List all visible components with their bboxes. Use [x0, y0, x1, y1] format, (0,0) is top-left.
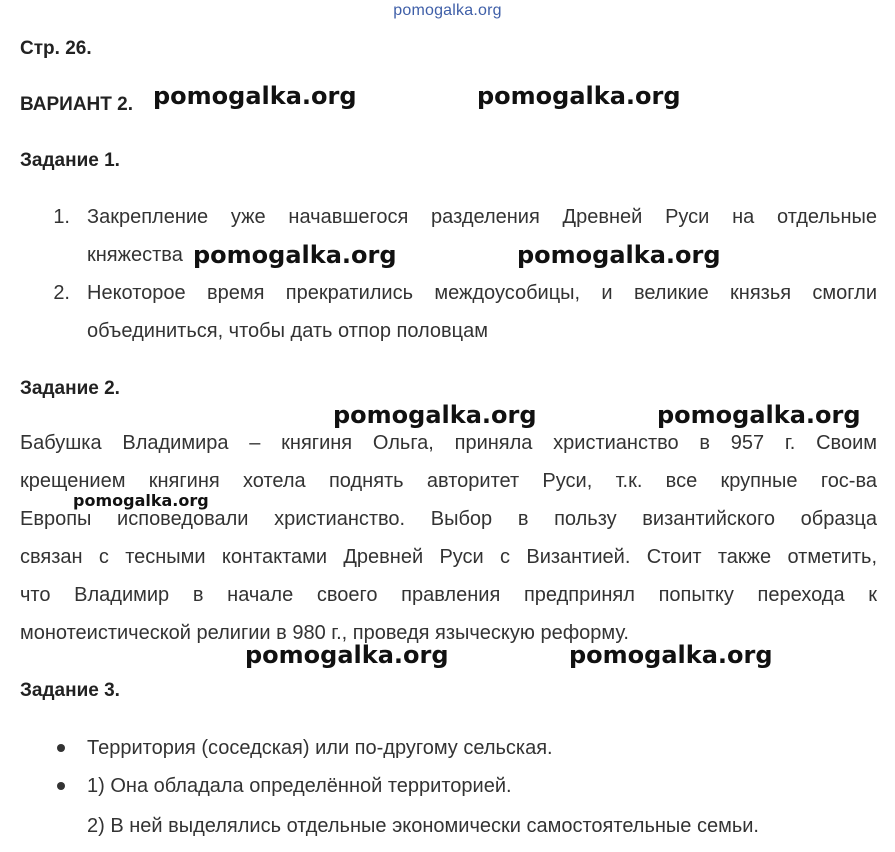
watermark: pomogalka.org — [657, 401, 861, 429]
task-2-line-3: Европы исповедовали христианство. Выбор в пользу византийского образца — [20, 508, 877, 530]
watermark-top[interactable]: pomogalka.org — [393, 2, 502, 19]
task-1-item-1-marker: 1. — [53, 206, 70, 228]
watermark: pomogalka.org — [193, 241, 397, 269]
task-1-item-1-line-1: Закрепление уже начавшегося разделения Древней Руси на отдельные — [87, 206, 877, 228]
watermark: pomogalka.org — [333, 401, 537, 429]
task-2-line-1: Бабушка Владимира – княгиня Ольга, приняла христианство в 957 г. Своим — [20, 432, 877, 454]
task-2-line-6: монотеистической религии в 980 г., проведя языческую реформу. — [20, 622, 629, 644]
bullet-icon — [57, 744, 65, 752]
task-2-heading: Задание 2. — [20, 378, 120, 399]
watermark: pomogalka.org — [153, 82, 357, 110]
task-3-heading: Задание 3. — [20, 680, 120, 701]
task-1-item-2-line-1: Некоторое время прекратились междоусобицы, и великие князья смогли — [87, 282, 877, 304]
watermark: pomogalka.org — [477, 82, 681, 110]
task-1-item-2-line-2: объединиться, чтобы дать отпор половцам — [87, 320, 488, 342]
task-1-item-1-line-2: княжества — [87, 244, 183, 266]
task-2-line-4: связан с тесными контактами Древней Руси с Византией. Стоит также отметить, — [20, 546, 877, 568]
task-3-item-2-continuation: 2) В ней выделялись отдельные экономически самостоятельные семьи. — [87, 815, 759, 837]
bullet-icon — [57, 782, 65, 790]
watermark-small: pomogalka.org — [73, 491, 209, 510]
task-3-item-1: Территория (соседская) или по-другому сельская. — [87, 737, 553, 759]
task-2-line-2: крещением княгиня хотела поднять авторитет Руси, т.к. все крупные гос-ва — [20, 470, 877, 492]
task-1-heading: Задание 1. — [20, 150, 120, 171]
watermark: pomogalka.org — [517, 241, 721, 269]
watermark: pomogalka.org — [245, 641, 449, 669]
task-2-line-5: что Владимир в начале своего правления предпринял попытку перехода к — [20, 584, 877, 606]
page-reference: Стр. 26. — [20, 38, 92, 59]
variant-heading: ВАРИАНТ 2. — [20, 94, 133, 115]
task-3-item-2: 1) Она обладала определённой территорией. — [87, 775, 512, 797]
watermark: pomogalka.org — [569, 641, 773, 669]
task-1-item-2-marker: 2. — [53, 282, 70, 304]
